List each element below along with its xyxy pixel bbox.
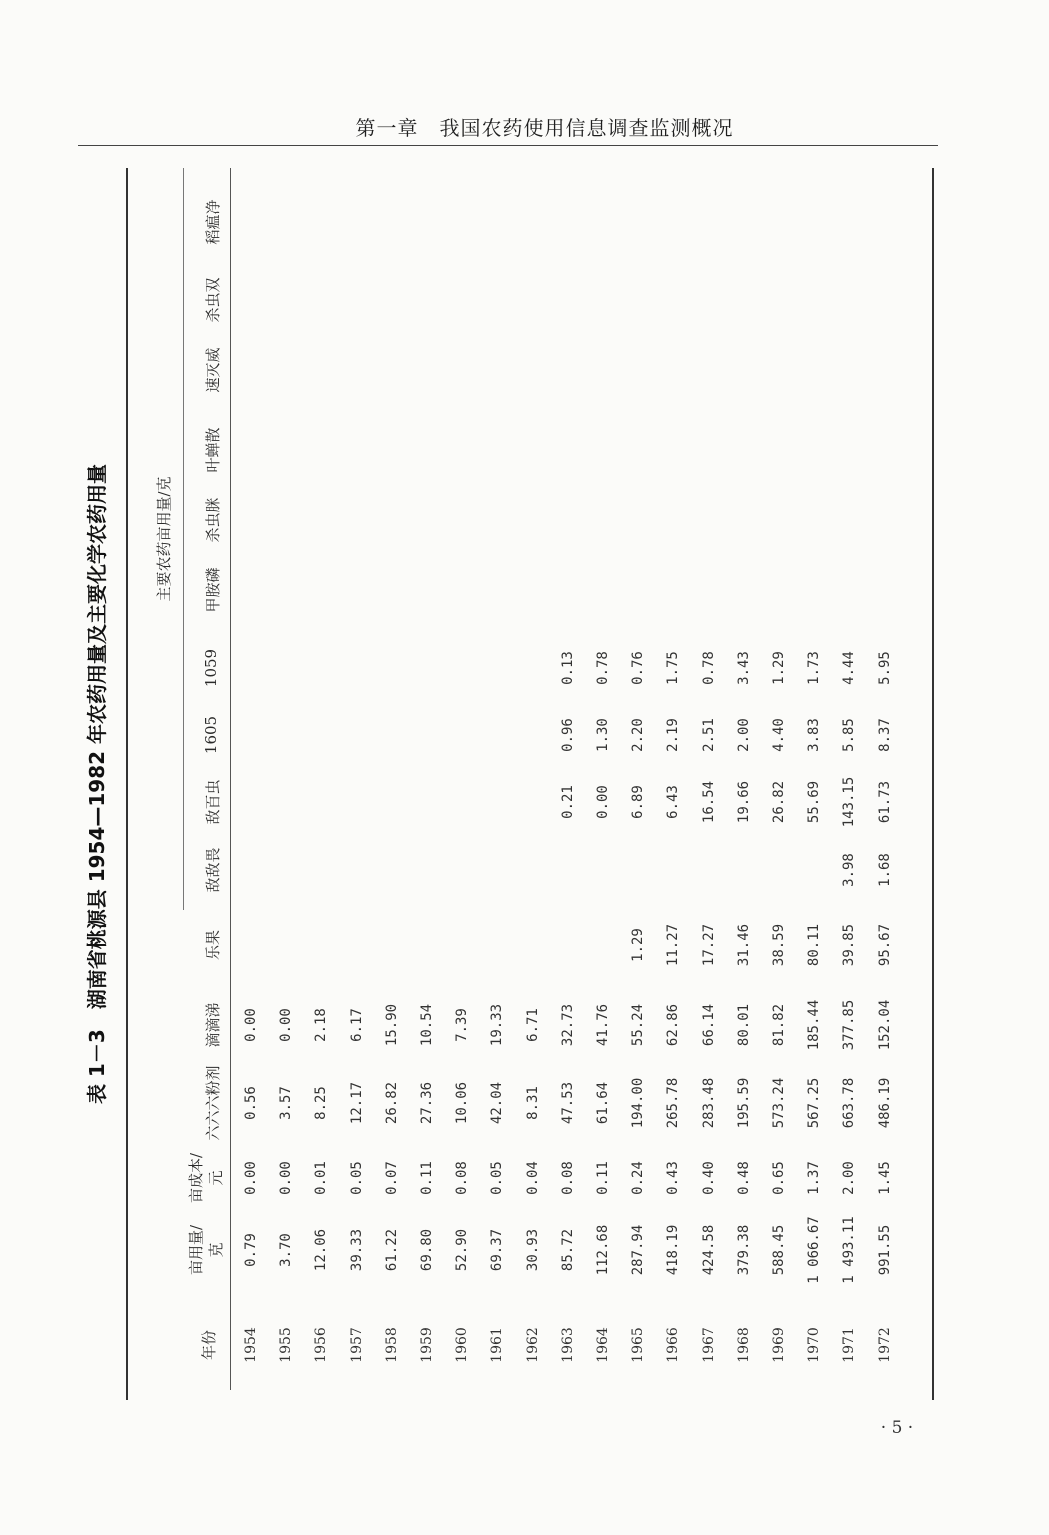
- table-cell: 0.01: [313, 1161, 330, 1195]
- table-cell: 8.37: [876, 718, 893, 752]
- table-cell: 0.00: [595, 785, 611, 819]
- table-cell: 1.73: [806, 651, 823, 685]
- column-header: 叶蝉散: [204, 427, 222, 473]
- table-cell: 61.73: [876, 780, 893, 824]
- table-cell: 194.00: [630, 1077, 647, 1129]
- table-cell: 486.19: [876, 1077, 893, 1129]
- year-cell: 1956: [313, 1327, 330, 1363]
- table-cell: 55.69: [806, 780, 823, 824]
- table-cell: 69.37: [489, 1228, 506, 1272]
- table-cell: 0.78: [595, 651, 611, 685]
- table-cell: 41.76: [595, 1003, 611, 1047]
- table-cell: 588.45: [771, 1224, 787, 1276]
- table-cell: 0.78: [700, 651, 717, 685]
- table-cell: 0.24: [630, 1161, 647, 1195]
- table-cell: 0.00: [278, 1161, 295, 1195]
- column-header: 亩用量/ 克: [187, 1224, 225, 1276]
- table-cell: 1 066.67: [806, 1216, 823, 1284]
- table-cell: 47.53: [559, 1081, 576, 1125]
- year-cell: 1968: [735, 1327, 752, 1363]
- rotated-table: [78, 168, 938, 1400]
- table-cell: 265.78: [665, 1077, 682, 1129]
- table-cell: 424.58: [700, 1224, 717, 1276]
- table-cell: 2.18: [313, 1008, 330, 1042]
- table-cell: 143.15: [841, 776, 858, 828]
- table-cell: 80.01: [735, 1003, 752, 1047]
- year-cell: 1966: [665, 1327, 682, 1363]
- table-cell: 0.00: [278, 1008, 295, 1042]
- table-cell: 2.51: [700, 718, 717, 752]
- table-cell: 377.85: [841, 999, 858, 1051]
- table-cell: 81.82: [771, 1003, 787, 1047]
- table-cell: 0.00: [243, 1008, 259, 1042]
- year-cell: 1967: [700, 1327, 717, 1363]
- year-cell: 1971: [841, 1327, 858, 1363]
- table-cell: 0.43: [665, 1161, 682, 1195]
- table-cell: 991.55: [876, 1224, 893, 1276]
- table-cell: 1.29: [771, 651, 787, 685]
- table-cell: 185.44: [806, 999, 823, 1051]
- table-cell: 0.65: [771, 1161, 787, 1195]
- table-cell: 4.40: [771, 718, 787, 752]
- table-cell: 2.19: [665, 718, 682, 752]
- table-cell: 0.07: [383, 1161, 400, 1195]
- table-cell: 1.68: [876, 853, 893, 887]
- table-cell: 1.75: [665, 651, 682, 685]
- table-cell: 62.86: [665, 1003, 682, 1047]
- table-caption: 表 1－3 湖南省桃源县 1954—1982 年农药用量及主要化学农药用量: [85, 463, 109, 1105]
- table-cell: 5.95: [876, 651, 893, 685]
- table-cell: 69.80: [419, 1228, 435, 1272]
- table-cell: 0.48: [735, 1161, 752, 1195]
- table-cell: 1.37: [806, 1161, 823, 1195]
- column-header: 敌百虫: [204, 779, 222, 825]
- table-cell: 6.89: [630, 785, 647, 819]
- year-cell: 1958: [383, 1327, 400, 1363]
- table-cell: 2.00: [735, 718, 752, 752]
- page-number: · 5 ·: [880, 1418, 914, 1438]
- table-cell: 30.93: [524, 1228, 541, 1272]
- table-cell: 15.90: [383, 1003, 400, 1047]
- table-cell: 85.72: [559, 1228, 576, 1272]
- table-cell: 0.40: [700, 1161, 717, 1195]
- table-cell: 27.36: [419, 1081, 435, 1125]
- table-cell: 0.96: [559, 718, 576, 752]
- table-cell: 55.24: [630, 1003, 647, 1047]
- table-cell: 0.04: [524, 1161, 541, 1195]
- table-cell: 0.08: [559, 1161, 576, 1195]
- table-cell: 6.43: [665, 785, 682, 819]
- table-cell: 1 493.11: [841, 1216, 858, 1284]
- year-cell: 1962: [524, 1327, 541, 1363]
- table-cell: 112.68: [595, 1224, 611, 1276]
- year-cell: 1963: [559, 1327, 576, 1363]
- table-cell: 31.46: [735, 923, 752, 967]
- table-cell: 3.98: [841, 853, 858, 887]
- table-cell: 1.29: [630, 928, 647, 962]
- column-header: 速灭威: [204, 347, 222, 393]
- table-cell: 10.06: [454, 1081, 471, 1125]
- year-cell: 1961: [489, 1327, 506, 1363]
- column-header: 滴滴涕: [204, 1002, 222, 1048]
- year-cell: 1969: [771, 1327, 787, 1363]
- column-header: 乐果: [204, 930, 222, 961]
- table-cell: 16.54: [700, 780, 717, 824]
- table-cell: 61.64: [595, 1081, 611, 1125]
- table-cell: 0.76: [630, 651, 647, 685]
- year-cell: 1955: [278, 1327, 295, 1363]
- table-cell: 6.17: [348, 1008, 365, 1042]
- table-cell: 80.11: [806, 923, 823, 967]
- column-header: 亩成本/ 元: [187, 1152, 225, 1204]
- table-cell: 95.67: [876, 923, 893, 967]
- table-cell: 283.48: [700, 1077, 717, 1129]
- table-cell: 4.44: [841, 651, 858, 685]
- year-cell: 1972: [876, 1327, 893, 1363]
- table-cell: 6.71: [524, 1008, 541, 1042]
- year-cell: 1959: [419, 1327, 435, 1363]
- table-cell: 3.83: [806, 718, 823, 752]
- table-cell: 3.70: [278, 1233, 295, 1267]
- table-cell: 12.06: [313, 1228, 330, 1272]
- table-cell: 11.27: [665, 923, 682, 967]
- table-cell: 26.82: [771, 780, 787, 824]
- group-header: 主要农药亩用量/克: [155, 476, 173, 602]
- table-cell: 0.79: [243, 1233, 259, 1267]
- column-header: 敌敌畏: [204, 847, 222, 893]
- table-cell: 32.73: [559, 1003, 576, 1047]
- table-cell: 3.43: [735, 651, 752, 685]
- table-cell: 10.54: [419, 1003, 435, 1047]
- table-cell: 39.33: [348, 1228, 365, 1272]
- table-cell: 19.33: [489, 1003, 506, 1047]
- table-cell: 0.56: [243, 1086, 259, 1120]
- column-header: 稻瘟净: [204, 199, 222, 245]
- table-top-rule: [126, 168, 128, 1400]
- year-cell: 1964: [595, 1327, 611, 1363]
- column-header: 1605: [202, 715, 220, 755]
- table-cell: 8.25: [313, 1086, 330, 1120]
- table-cell: 52.90: [454, 1228, 471, 1272]
- table-cell: 379.38: [735, 1224, 752, 1276]
- table-cell: 12.17: [348, 1081, 365, 1125]
- column-header: 年份: [200, 1330, 218, 1361]
- column-header: 1059: [202, 648, 220, 688]
- table-cell: 26.82: [383, 1081, 400, 1125]
- table-cell: 0.21: [559, 785, 576, 819]
- table-cell: 1.45: [876, 1161, 893, 1195]
- year-cell: 1954: [243, 1327, 259, 1363]
- table-cell: 61.22: [383, 1228, 400, 1272]
- table-cell: 42.04: [489, 1081, 506, 1125]
- table-cell: 663.78: [841, 1077, 858, 1129]
- table-bottom-rule: [932, 168, 934, 1400]
- table-cell: 0.13: [559, 651, 576, 685]
- running-head: 第一章 我国农药使用信息调查监测概况: [355, 116, 734, 140]
- table-cell: 7.39: [454, 1008, 471, 1042]
- table-cell: 418.19: [665, 1224, 682, 1276]
- table-cell: 0.11: [419, 1161, 435, 1195]
- header-rule: [78, 145, 938, 146]
- table-cell: 39.85: [841, 923, 858, 967]
- table-cell: 0.05: [348, 1161, 365, 1195]
- year-cell: 1960: [454, 1327, 471, 1363]
- year-cell: 1970: [806, 1327, 823, 1363]
- table-cell: 0.11: [595, 1161, 611, 1195]
- table-cell: 567.25: [806, 1077, 823, 1129]
- table-cell: 0.08: [454, 1161, 471, 1195]
- year-cell: 1957: [348, 1327, 365, 1363]
- table-cell: 8.31: [524, 1086, 541, 1120]
- table-cell: 0.05: [489, 1161, 506, 1195]
- table-cell: 152.04: [876, 999, 893, 1051]
- table-cell: 5.85: [841, 718, 858, 752]
- column-header: 六六六粉剂: [204, 1065, 222, 1141]
- table-cell: 66.14: [700, 1003, 717, 1047]
- table-cell: 195.59: [735, 1077, 752, 1129]
- table-cell: 1.30: [595, 718, 611, 752]
- table-cell: 3.57: [278, 1086, 295, 1120]
- table-cell: 19.66: [735, 780, 752, 824]
- table-cell: 573.24: [771, 1077, 787, 1129]
- column-header: 杀虫双: [204, 277, 222, 323]
- table-cell: 17.27: [700, 923, 717, 967]
- column-header: 甲胺磷: [204, 567, 222, 613]
- table-cell: 38.59: [771, 923, 787, 967]
- column-header: 杀虫脒: [204, 497, 222, 543]
- year-cell: 1965: [630, 1327, 647, 1363]
- header-bottom-rule: [230, 168, 231, 1390]
- table-cell: 0.00: [243, 1161, 259, 1195]
- table-cell: 2.20: [630, 718, 647, 752]
- group-header-rule: [183, 168, 184, 910]
- table-cell: 287.94: [630, 1224, 647, 1276]
- table-cell: 2.00: [841, 1161, 858, 1195]
